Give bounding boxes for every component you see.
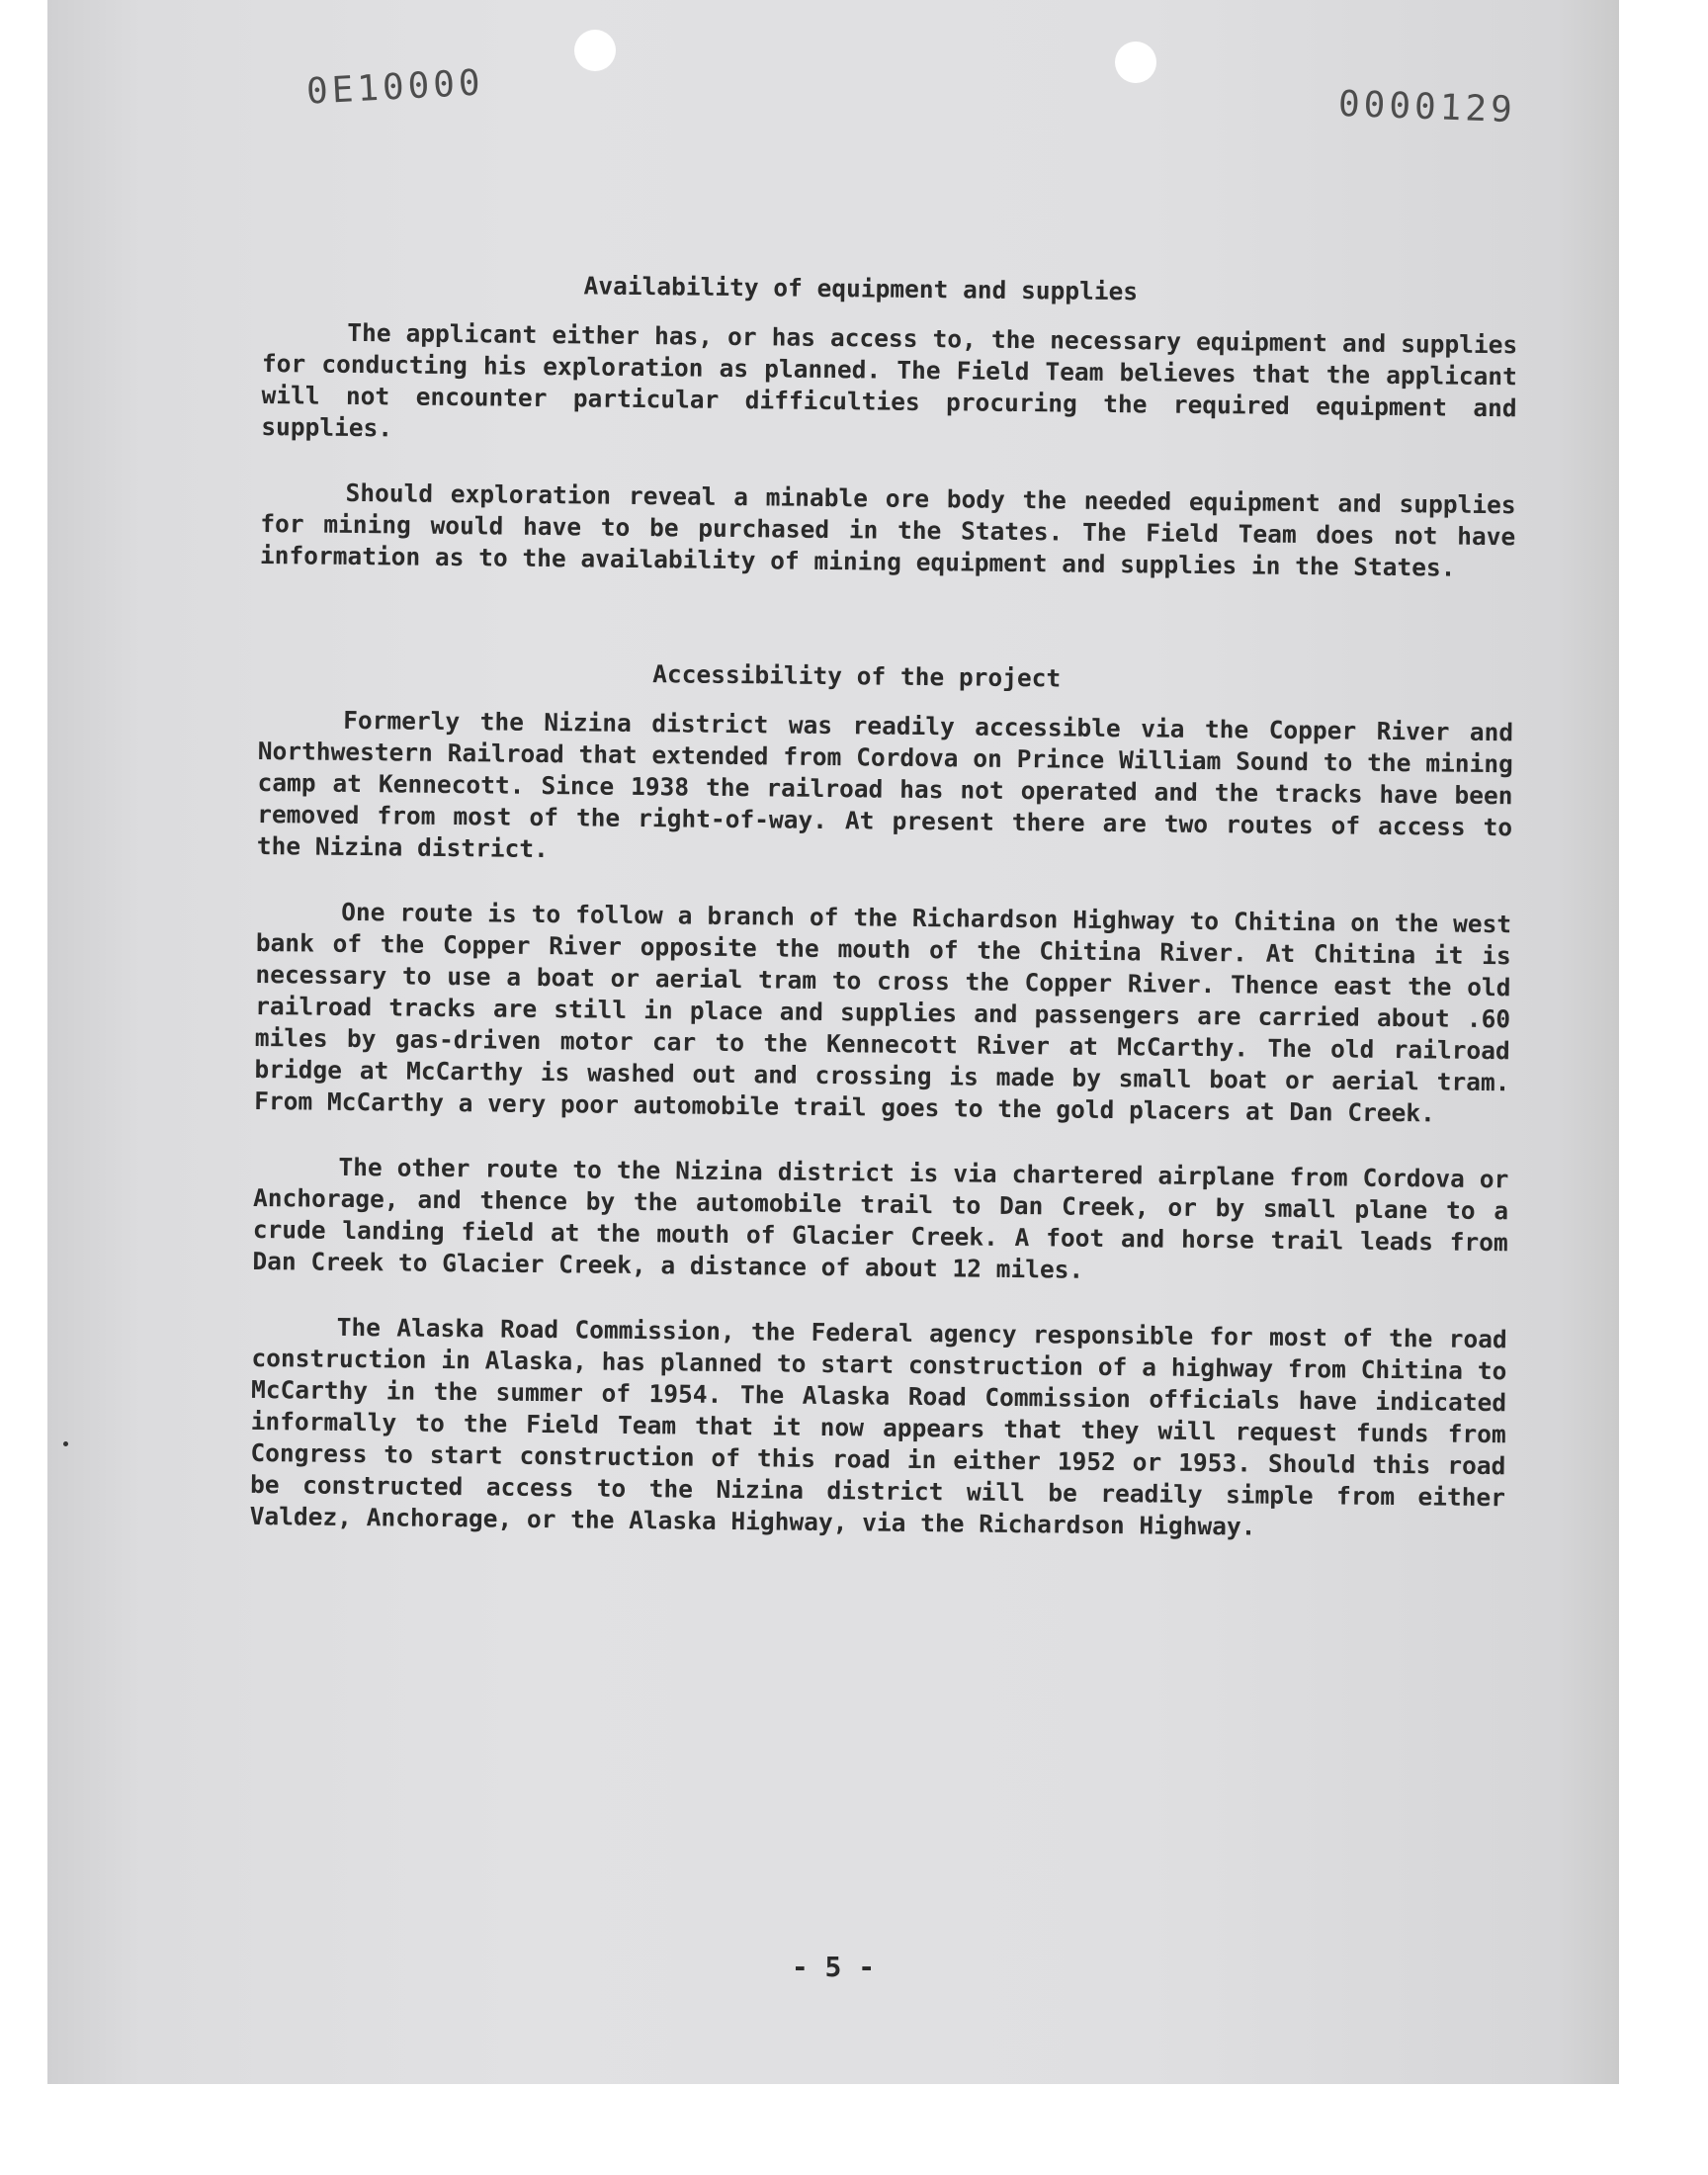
page-number: - 5 - xyxy=(791,1951,876,1983)
section-heading-accessibility: Accessibility of the project xyxy=(652,659,1062,693)
paragraph-accessibility-1: Formerly the Nizina district was readily accessible via the Copper River and Northwestern Railroad that extended from Cordova on Prince William Sound to the mining camp at Kennecott. Since 1938 the railroad has not operated and the tracks have been removed from most of the right-of-way. At present there are two routes of access to the Nizina district. xyxy=(256,705,1514,864)
punch-hole-left xyxy=(574,30,616,71)
paragraph-equipment-1: The applicant either has, or has access to, the necessary equipment and supplies for conducting his exploration as planned. The Field Team believes that the applicant will not encounter particular difficulties procuring the required equipment and supplies. xyxy=(261,317,1518,443)
punch-hole-right xyxy=(1115,42,1156,83)
paragraph-accessibility-2: One route is to follow a branch of the Richardson Highway to Chitina on the west bank of the Copper River opposite the mouth of the Chitina River. At Chitina it is necessary to use a boat or aerial tram to cross the Copper River. Thence east the old railroad tracks are still in place and supplies and passengers are carried about .60 miles by gas-driven motor car to the Kennecott River at McCarthy. The old railroad bridge at McCarthy is washed out and crossing is made by small boat or aerial tram. From McCarthy a very poor automobile trail goes to the gold placers at Dan Creek. xyxy=(254,897,1512,1128)
paragraph-accessibility-3: The other route to the Nizina district is via chartered airplane from Cordova or Anchorage, and thence by the automobile trail to Dan Creek, or by small plane to a crude landing field at the mouth of Glacier Creek. A foot and horse trail leads from Dan Creek to Glacier Creek, a distance of about 12 miles. xyxy=(252,1152,1509,1284)
paragraph-accessibility-4: The Alaska Road Commission, the Federal agency responsible for most of the road construction in Alaska, has planned to start construction of a highway from Chitina to McCarthy in the summer of 1954. The Alaska Road Commission officials have indicated informally to the Field Team that it now appears that they will request funds from Congress to start construction of this road in either 1952 or 1953. Should this road be constructed access to the Nizina district will be readily simple from either Valdez, Anchorage, or the Alaska Highway, via the Richardson Highway. xyxy=(249,1312,1507,1541)
paragraph-equipment-2: Should exploration reveal a minable ore body the needed equipment and supplies for mining would have to be purchased in the States. The Field Team does not have information as to the availability of mining equipment and supplies in the States. xyxy=(259,478,1516,582)
document-stamp-right: 0000129 xyxy=(1337,83,1517,131)
scan-speck xyxy=(63,1441,68,1446)
document-page xyxy=(47,0,1619,2084)
document-stamp-left: 0E10000 xyxy=(305,62,485,113)
document-body xyxy=(249,267,1518,1579)
section-heading-equipment: Availability of equipment and supplies xyxy=(583,271,1139,306)
